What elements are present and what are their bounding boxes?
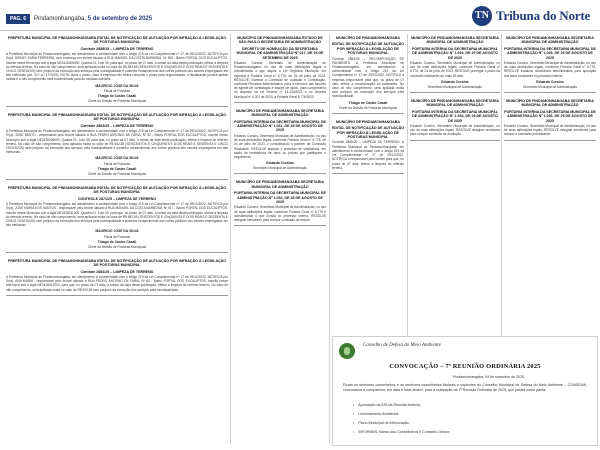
signatory-name: MAURÍCIO JOSÉ DA SILVA: [95, 229, 139, 234]
signatory-name: MAURÍCIO JOSÉ DA SILVA: [95, 83, 139, 88]
notice-subtitle: Controle 2858/25 – LIMPEZA DE TERRENO: [80, 46, 154, 51]
page-header: [0, 0, 600, 30]
signatory-role: Secretário Municipal de Administração: [427, 85, 483, 90]
signatory-role: Secretário Municipal de Administração: [522, 85, 578, 90]
notice-body: Eduardo Cursino, Secretário Municipal de Administração, no uso de suas atribuições legais, conforme Portaria Geral nº 6.776, de 24 de julho de 2023, RESOLVE prorrogar o prazo da comissão sindicante por mais 30 dias.: [410, 61, 500, 78]
signatory-name: Thiago de Castro Casali: [97, 166, 137, 171]
convocation-body: Ficam os senhores conselheiros e os senhores conselheiros titulares e suplentes do Conselho Municipal de Defesa do Meio Ambiente – CONDEMA, convocados a comparecer, em data e local abaixo, para a realização da 7ª Reunião Ordinária de 2025, que possui como pauta:: [343, 383, 587, 392]
notice-title: MUNICÍPIO DE PINDAMONHANGABA: [336, 119, 400, 124]
dateline: [34, 14, 152, 24]
page-number-badge: PAG. 6: [6, 14, 30, 24]
convocation-notice: [332, 336, 598, 446]
agenda-item: • Aprovação da ATA da Reunião Anterior;: [353, 401, 450, 410]
notice-subtitle: PORTARIA INTERNA DA SECRETARIA MUNICIPAL DE ADMINISTRAÇÃO Nº 1.036, DE 29 DE AGOSTO DE 2025: [504, 109, 596, 123]
notice-body: A Prefeitura Municipal de Pindamonhangaba, em atendimento à conformidade com o Artigo 219 da Lei Complementar nº 17 de 29/12/2022, NOTIFICA por Sr(a). JOSÉ BENTO - responsável pelo imóvel situado à RUA PEDRO ANTONIO DE FARIA, Nº 50 - Bairro PORTAL DOS EUCALIPTOS, inscrito nesse Município sob a sigla NE2426006000. Quadra 01, Lote 39, para que, no prazo de 07 dias, a contar da data desta publicação, efetue a limpeza do referido terreno. No caso de não cumprimento, será aplicada multa no valor de R$ 652,65 (SEISCENTOS E CINQUENTA E DOIS REAIS E SESSENTA E CINCO CENTAVOS) sem prejuízo da execução dos serviços pela municipalidade e posterior ressarcimento aos cofres públicos dos valores empregados em tais melhorias.: [6, 129, 228, 155]
notice-body: A Prefeitura Municipal de Pindamonhangaba, em atendimento à conformidade com o Artigo 219 da Lei Complementar nº 17 de 29/12/2022, NOTIFICA por Sr(a). ANA MARIA - responsável pelo imóvel situado à RUA PEDRO ANTONIO DE FARIA, Nº 60 - Bairro PORTAL DOS EUCALIPTOS, inscrito nesse Município sob a sigla NE2426012000, para que, no prazo de 07 dias, a contar da data desta publicação, efetue a limpeza do referido terreno. No caso de não cumprimento, será aplicada multa no valor de R$ 652,65 sem prejuízo da execução dos serviços pela municipalidade.: [6, 274, 228, 292]
notice-article: [234, 36, 326, 103]
notice-subtitle: PORTARIA INTERNA DA SECRETARIA MUNICIPAL DE ADMINISTRAÇÃO Nº 1.034, DE 29 DE AGOSTO DE 2025: [412, 109, 498, 123]
notice-divider: [504, 92, 596, 93]
column-divider: [230, 34, 231, 444]
convocation-date: Pindamonhangaba, 04 de setembro de 2025.: [453, 375, 526, 379]
notice-title: MUNICÍPIO DE PINDAMONHANGABA SECRETARIA MUNICIPAL DE ADMINISTRAÇÃO: [236, 180, 324, 189]
signatory-name: Thiago de Castro Casali: [97, 93, 137, 98]
notice-divider: [410, 92, 500, 93]
signatory-role: Fiscal de Posturas: [103, 88, 131, 93]
notice-subtitle: Controle 2863/25 – LIMPEZA DE TERRENO: [80, 123, 154, 128]
notice-article: [234, 109, 326, 174]
dateline-city: Pindamonhangaba,: [34, 16, 87, 22]
agenda-item: • Licenciamento Ambiental;: [353, 410, 450, 419]
notice-article: [6, 259, 228, 296]
signatory-name: Thiago de Castro Casali: [348, 100, 388, 105]
signatory-name: MAURÍCIO JOSÉ DA SILVA: [95, 156, 139, 161]
column-2: [234, 34, 326, 444]
notice-title: MUNICÍPIO DE PINDAMONHANGABA ESTADO DE SÃO PAULO SECRETARIA DE ADMINISTRAÇÃO: [237, 36, 323, 45]
notice-body: Eduardo Cursino, Secretário Municipal de Administração, no uso de suas atribuições legais, conforme Portaria Geral nº 6.776, de 24 de julho de 2023, e considerando o parecer da Comissão Sindicante, RESOLVE arquivar o processo de sindicância, em razão da inexistência de fatos ou provas que justifiquem o seguimento.: [234, 133, 326, 159]
column-3: [332, 34, 404, 334]
agenda-list: [353, 401, 450, 437]
notice-title: MUNICÍPIO DE PINDAMONHANGABA SECRETARIA MUNICIPAL DE ADMINISTRAÇÃO: [411, 99, 499, 108]
notice-body: Eduardo Cursino, Secretário Municipal de Administração, no uso de suas atribuições legais, RESOLVE designar servidores para compor comissão de avaliação.: [410, 124, 500, 137]
convocation-title: CONVOCAÇÃO – 7ª REUNIÃO ORDINÁRIA 2025: [389, 363, 541, 370]
notice-divider: [6, 179, 228, 180]
notice-article: [6, 113, 228, 180]
notice-title: PREFEITURA MUNICIPAL DE PINDAMONHANGABA EDITAL DE NOTIFICAÇÃO DE AUTUAÇÃO POR INFRAÇÃO À LEGISLAÇÃO DE POSTURAS MUNICIPAL: [7, 185, 227, 195]
notice-title: PREFEITURA MUNICIPAL DE PINDAMONHANGABA EDITAL DE NOTIFICAÇÃO DE AUTUAÇÃO POR INFRAÇÃO À LEGISLAÇÃO DE POSTURAS MUNICIPAL: [7, 36, 227, 45]
notice-subtitle: DECRETO DE NOMEAÇÃO DA SECRETARIA MUNICIPAL DE ADMINISTRAÇÃO Nº 017, DE 03 DE SETEMBRO DE 2025: [236, 46, 324, 60]
agenda-item: • Plano Municipal de Arborização;: [353, 419, 450, 428]
signatory-role: Chefe da Divisão de Posturas Municipais: [87, 171, 147, 176]
notice-article: [504, 99, 596, 141]
notice-divider: [332, 113, 404, 114]
notice-article: [332, 120, 404, 174]
signatory-role: Fiscal de Posturas: [103, 234, 131, 239]
council-name: Conselho de Defesa do Meio Ambiente: [363, 343, 441, 348]
notice-title: MUNICÍPIO DE PINDAMONHANGABA: [336, 36, 400, 40]
notice-article: [410, 99, 500, 141]
council-seal-leaf-icon: [344, 347, 350, 355]
notice-body: Controle 2866/25 – LIMPEZA DE TERRENO. A Prefeitura Municipal de Pindamonhangaba, em atendimento à conformidade com o Artigo 219 da Lei Complementar nº 17 de 29/12/2022, NOTIFICA o responsável pelo imóvel para que, no prazo de 07 dias, efetue a limpeza do referido terreno.: [332, 140, 404, 170]
notice-subtitle: PORTARIA INTERNA DA SECRETARIA MUNICIPAL DE ADMINISTRAÇÃO Nº 1.032, DE 28 DE AGOSTO DE 2025: [234, 191, 326, 204]
notice-subtitle: PORTARIA INTERNA DA SECRETARIA MUNICIPAL DE ADMINISTRAÇÃO Nº 1.035, DE 29 DE AGOSTO DE 2025: [504, 46, 596, 60]
notice-divider: [6, 252, 228, 253]
column-4: [410, 34, 500, 254]
signatory-role: Chefe da Divisão de Posturas Municipais: [338, 105, 398, 110]
notice-article: [6, 36, 228, 107]
notice-body: Controle 2863/25 – RECOMPOSIÇÃO DE PAVIMENTO. A Prefeitura Municipal de Pindamonhangaba, em atendimento à conformidade com o Artigo 219 da Lei Complementar nº 17 de 29/12/2022, NOTIFICA a empresa responsável para que, no prazo de 07 dias, efetue a recomposição do pavimento. No caso de não cumprimento, será aplicada multa sem prejuízo da execução dos serviços pela municipalidade.: [332, 56, 404, 99]
notice-subtitle: EDITAL DE NOTIFICAÇÃO DE AUTUAÇÃO POR INFRAÇÃO À LEGISLAÇÃO DE POSTURAS MUNICIPAL: [332, 42, 404, 56]
signatory-role: Chefe da Divisão de Posturas Municipais: [87, 244, 147, 249]
notice-body: Eduardo Cursino, Secretário Municipal de Administração, no uso de suas atribuições legais, conforme Portaria Geral nº 6.776 e considerando o que consta no processo interno, RESOLVE designar servidores para compor comissão de estudo.: [234, 205, 326, 222]
notice-subtitle: EDITAL DE NOTIFICAÇÃO DE AUTUAÇÃO POR INFRAÇÃO À LEGISLAÇÃO DE POSTURAS MUNICIPAL: [332, 126, 404, 140]
notice-subtitle: PORTARIA INTERNA DA SECRETARIA MUNICIPAL DE ADMINISTRAÇÃO Nº 1.031, DE 28 DE AGOSTO DE 2025: [234, 119, 326, 133]
dateline-date: 5 de setembro de 2025: [87, 16, 153, 22]
logo-name: Tribuna do Norte: [496, 8, 591, 23]
signatory-name: Thiago de Castro Casali: [97, 239, 137, 244]
notice-body: A Prefeitura Municipal de Pindamonhangaba, em atendimento à conformidade com o Artigo 219 da Lei Complementar nº 17 de 29/12/2022, NOTIFICA por Sr(a). JOSÉ MARIA DOS SANTOS - responsável pelo imóvel situado à RUA MANOEL DA COSTA BARBOSA, Nº 517 - Bairro PORTAL DOS EUCALIPTOS, inscrito nesse Município sob a sigla NE2426011000. Quadra 01, Lote 39, para que, no prazo de 07 dias, a contar da data desta publicação, efetue a limpeza do referido terreno. No caso de não cumprimento, será aplicada multa no valor de R$ 652,65 (SEISCENTOS E CINQUENTA E DOIS REAIS E SESSENTA E CINCO CENTAVOS) sem prejuízo da execução dos serviços pela municipalidade e posterior ressarcimento aos cofres públicos dos valores empregados em tais melhorias.: [6, 202, 228, 228]
header-divider: [0, 30, 600, 31]
notice-body: Eduardo Cursino, Secretário Municipal de Administração, no uso de suas atribuições legais, conforme Portaria Geral nº 6.776, RESOLVE instaurar sindicância administrativa para apuração dos fatos constantes no processo interno.: [504, 61, 596, 78]
notice-divider: [504, 140, 596, 141]
newspaper-logo: [472, 6, 594, 28]
signatory-name: Eduardo Cursino: [441, 79, 469, 84]
notice-body: Eduardo Cursino, Secretário Municipal de Administração, no uso de suas atribuições legais, RESOLVE designar servidores para compor a comissão processante.: [504, 124, 596, 137]
notice-title: PREFEITURA MUNICIPAL DE PINDAMONHANGABA EDITAL DE NOTIFICAÇÃO DE AUTUAÇÃO POR INFRAÇÃO À LEGISLAÇÃO DE POSTURAS MUNICIPAL: [7, 258, 227, 268]
logo-mark-icon: TN: [472, 6, 492, 26]
column-1: [6, 34, 228, 444]
signatory-name: Eduardo Cursino: [266, 161, 294, 166]
column-divider: [329, 34, 330, 444]
notice-subtitle: CONTROLE 2871/25 – LIMPEZA DE TERRENO: [77, 196, 157, 201]
agenda-item: • INFORMES: Banco dos Conselheiros e Conselho Gestor;: [353, 428, 450, 437]
notice-title: PREFEITURA MUNICIPAL DE PINDAMONHANGABA EDITAL DE NOTIFICAÇÃO DE AUTUAÇÃO POR INFRAÇÃO À LEGISLAÇÃO DE POSTURAS MUNICIPAL: [7, 113, 227, 122]
notice-divider: [410, 140, 500, 141]
notice-divider: [6, 295, 228, 296]
signatory-role: Chefe da Divisão de Posturas Municipais: [87, 99, 147, 104]
notice-divider: [234, 173, 326, 174]
signatory-name: Eduardo Cursino: [536, 79, 564, 84]
notice-divider: [332, 173, 404, 174]
notice-title: MUNICÍPIO DE PINDAMONHANGABA SECRETARIA MUNICIPAL DE ADMINISTRAÇÃO: [506, 99, 594, 108]
notice-article: [6, 186, 228, 253]
notice-divider: [234, 225, 326, 226]
notice-body: A Prefeitura Municipal de Pindamonhangaba, em atendimento à conformidade com o Artigo 219 da Lei Complementar nº 17 de 29/12/2022, NOTIFICA por Sr(a). SIDNEY FARIA FERREIRA, com endereço em imóvel situado à RUA MANOEL DA COSTA BARBOSA, Nº 509 - Bairro PORTAL DOS EUCALIPTOS, inscrito nesse Município sob a sigla NE2426005000. Quadra 01, Lote 39, para que, no prazo de 07 dias, a contar da data desta publicação, efetue a limpeza do referido terreno. No caso de não cumprimento, será aplicada multa no valor de R$ 652,65 (SEISCENTOS E CINQUENTA E DOIS REAIS E SESSENTA E CINCO CENTAVOS) sem prejuízo da execução dos serviços pela municipalidade e posterior ressarcimento aos cofres públicos dos valores empregados em tais melhorias (Art. 317 LC 17/2022). NOTA: Após o prazo, caso a empresa não tenha cumprido o prazo para regularização, a fiscalização poderá aplicar multas e o não cumprimento será encaminhado para as medidas cabíveis.: [6, 52, 228, 82]
signatory-role: Fiscal de Posturas: [103, 161, 131, 166]
notice-title: MUNICÍPIO DE PINDAMONHANGABA SECRETARIA MUNICIPAL DE ADMINISTRAÇÃO: [236, 108, 324, 118]
notice-subtitle: PORTARIA INTERNA DA SECRETARIA MUNICIPAL DE ADMINISTRAÇÃO Nº 1.033, DE 29 DE AGOSTO DE 2025: [412, 46, 498, 60]
notice-body: Eduardo Cursino, Secretário de Administração de Pindamonhangaba, no uso de suas atribuições legais e considerando o que dispõe a Lei Orgânica Municipal, em especial a Portaria Geral nº 6.776, de 24 de julho de 2023. RESOLVE: Nomear a Comissão de Licitação e Contratação, conforme Processo Administrativo, para o exercício das funções de agente de contratação e equipe de apoio, para cumprimento do disposto na Lei Federal nº 14.133/2021 e no Decreto Municipal nº 6.307 de 2023, a Portaria Geral 6.776/2023.: [234, 61, 326, 99]
column-5: [504, 34, 596, 254]
notice-article: [410, 36, 500, 93]
notice-title: MUNICÍPIO DE PINDAMONHANGABA SECRETARIA MUNICIPAL DE ADMINISTRAÇÃO: [411, 36, 499, 45]
notice-article: [504, 36, 596, 93]
notice-subtitle: Controle 2884/25 – LIMPEZA DE TERRENO: [80, 269, 154, 274]
notice-divider: [234, 102, 326, 103]
notice-article: [234, 180, 326, 226]
signatory-role: Secretário Municipal de Administração: [252, 166, 308, 171]
notice-title: MUNICÍPIO DE PINDAMONHANGABA SECRETARIA MUNICIPAL DE ADMINISTRAÇÃO: [506, 36, 594, 45]
notice-divider: [6, 106, 228, 107]
notice-article: [332, 36, 404, 114]
